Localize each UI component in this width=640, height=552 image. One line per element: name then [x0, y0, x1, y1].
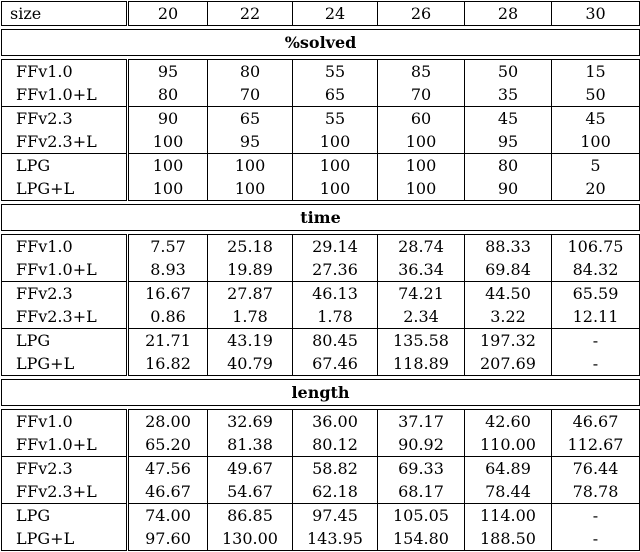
value-cell: 80 — [208, 60, 293, 84]
value-cell: 100 — [293, 130, 378, 154]
value-cell: 27.36 — [293, 258, 378, 282]
value-cell: 40.79 — [208, 352, 293, 376]
row-label: FFv2.3 — [2, 107, 128, 131]
row-label: LPG — [2, 154, 128, 178]
table-row — [2, 235, 640, 259]
value-cell: 100 — [128, 130, 208, 154]
table-row — [2, 107, 640, 131]
row-label: FFv1.0+L — [2, 258, 128, 282]
section-title: time — [2, 205, 640, 231]
value-cell: 70 — [208, 83, 293, 107]
value-cell: 8.93 — [128, 258, 208, 282]
value-cell: 86.85 — [208, 504, 293, 528]
value-cell: 0.86 — [128, 305, 208, 329]
value-cell: 28.00 — [128, 410, 208, 434]
value-cell: 74.00 — [128, 504, 208, 528]
header-col-22: 22 — [208, 2, 293, 26]
value-cell: 110.00 — [465, 433, 552, 457]
value-cell: 62.18 — [293, 480, 378, 504]
value-cell: 68.17 — [378, 480, 465, 504]
value-cell: 69.84 — [465, 258, 552, 282]
value-cell: 43.19 — [208, 329, 293, 353]
value-cell: 47.56 — [128, 457, 208, 481]
value-cell: 85 — [378, 60, 465, 84]
row-label: FFv2.3 — [2, 457, 128, 481]
value-cell: 100 — [378, 154, 465, 178]
value-cell: 64.89 — [465, 457, 552, 481]
table-row — [2, 433, 640, 457]
value-cell: 54.67 — [208, 480, 293, 504]
row-label: FFv1.0+L — [2, 433, 128, 457]
row-label: LPG — [2, 329, 128, 353]
table-row — [2, 177, 640, 201]
value-cell: 100 — [293, 154, 378, 178]
value-cell: 28.74 — [378, 235, 465, 259]
value-cell: 118.89 — [378, 352, 465, 376]
value-cell: 44.50 — [465, 282, 552, 306]
row-label: FFv2.3+L — [2, 130, 128, 154]
value-cell: 20 — [552, 177, 640, 201]
row-label: FFv1.0 — [2, 410, 128, 434]
value-cell: 55 — [293, 60, 378, 84]
value-cell: 32.69 — [208, 410, 293, 434]
table-row — [2, 504, 640, 528]
value-cell: 50 — [552, 83, 640, 107]
row-label: FFv2.3+L — [2, 305, 128, 329]
value-cell: 188.50 — [465, 527, 552, 551]
value-cell: 15 — [552, 60, 640, 84]
value-cell: 106.75 — [552, 235, 640, 259]
value-cell: 27.87 — [208, 282, 293, 306]
value-cell: 5 — [552, 154, 640, 178]
row-label: LPG+L — [2, 527, 128, 551]
value-cell: 100 — [552, 130, 640, 154]
value-cell: 100 — [293, 177, 378, 201]
value-cell: 100 — [378, 130, 465, 154]
value-cell: 50 — [465, 60, 552, 84]
table-row — [2, 329, 640, 353]
value-cell: 70 — [378, 83, 465, 107]
value-cell: 2.34 — [378, 305, 465, 329]
value-cell: 100 — [378, 177, 465, 201]
value-cell: 197.32 — [465, 329, 552, 353]
value-cell: 100 — [208, 177, 293, 201]
header-col-30: 30 — [552, 2, 640, 26]
value-cell: 36.34 — [378, 258, 465, 282]
value-cell: 65 — [208, 107, 293, 131]
header-col-26: 26 — [378, 2, 465, 26]
section-title-row — [2, 205, 640, 231]
value-cell: - — [552, 527, 640, 551]
value-cell: 154.80 — [378, 527, 465, 551]
header-row — [2, 2, 640, 26]
table-row — [2, 527, 640, 551]
value-cell: 25.18 — [208, 235, 293, 259]
value-cell: 60 — [378, 107, 465, 131]
value-cell: 207.69 — [465, 352, 552, 376]
value-cell: 76.44 — [552, 457, 640, 481]
row-label: LPG+L — [2, 177, 128, 201]
header-col-28: 28 — [465, 2, 552, 26]
value-cell: 67.46 — [293, 352, 378, 376]
value-cell: 81.38 — [208, 433, 293, 457]
value-cell: - — [552, 504, 640, 528]
row-label: LPG+L — [2, 352, 128, 376]
table-row — [2, 410, 640, 434]
value-cell: 95 — [208, 130, 293, 154]
value-cell: 37.17 — [378, 410, 465, 434]
table-row — [2, 60, 640, 84]
section-title-row — [2, 380, 640, 406]
row-label: FFv1.0+L — [2, 83, 128, 107]
value-cell: 74.21 — [378, 282, 465, 306]
table-row — [2, 352, 640, 376]
value-cell: 95 — [128, 60, 208, 84]
results-table — [1, 1, 640, 551]
value-cell: 35 — [465, 83, 552, 107]
value-cell: - — [552, 329, 640, 353]
value-cell: 84.32 — [552, 258, 640, 282]
value-cell: 100 — [128, 154, 208, 178]
value-cell: 1.78 — [293, 305, 378, 329]
value-cell: 90.92 — [378, 433, 465, 457]
row-label: LPG — [2, 504, 128, 528]
row-label: FFv1.0 — [2, 60, 128, 84]
value-cell: 45 — [465, 107, 552, 131]
value-cell: 45 — [552, 107, 640, 131]
value-cell: 97.45 — [293, 504, 378, 528]
section-title: length — [2, 380, 640, 406]
value-cell: 112.67 — [552, 433, 640, 457]
value-cell: 19.89 — [208, 258, 293, 282]
section-title: %solved — [2, 30, 640, 56]
value-cell: 78.44 — [465, 480, 552, 504]
table-row — [2, 258, 640, 282]
value-cell: 100 — [128, 177, 208, 201]
value-cell: 42.60 — [465, 410, 552, 434]
value-cell: 80 — [128, 83, 208, 107]
header-col-20: 20 — [128, 2, 208, 26]
value-cell: 12.11 — [552, 305, 640, 329]
value-cell: 135.58 — [378, 329, 465, 353]
value-cell: 46.13 — [293, 282, 378, 306]
value-cell: 1.78 — [208, 305, 293, 329]
section-title-row — [2, 30, 640, 56]
value-cell: 46.67 — [552, 410, 640, 434]
table-row — [2, 457, 640, 481]
table-row — [2, 130, 640, 154]
value-cell: 105.05 — [378, 504, 465, 528]
header-size-label: size — [2, 2, 128, 26]
value-cell: 143.95 — [293, 527, 378, 551]
value-cell: 36.00 — [293, 410, 378, 434]
row-label: FFv1.0 — [2, 235, 128, 259]
value-cell: 29.14 — [293, 235, 378, 259]
value-cell: 21.71 — [128, 329, 208, 353]
value-cell: 65.20 — [128, 433, 208, 457]
value-cell: 80.45 — [293, 329, 378, 353]
value-cell: 88.33 — [465, 235, 552, 259]
value-cell: 114.00 — [465, 504, 552, 528]
table-row — [2, 154, 640, 178]
row-label: FFv2.3 — [2, 282, 128, 306]
value-cell: 90 — [128, 107, 208, 131]
value-cell: 55 — [293, 107, 378, 131]
value-cell: 90 — [465, 177, 552, 201]
header-col-24: 24 — [293, 2, 378, 26]
value-cell: 95 — [465, 130, 552, 154]
table-row — [2, 282, 640, 306]
row-label: FFv2.3+L — [2, 480, 128, 504]
value-cell: 3.22 — [465, 305, 552, 329]
value-cell: 65 — [293, 83, 378, 107]
value-cell: 80 — [465, 154, 552, 178]
value-cell: - — [552, 352, 640, 376]
value-cell: 130.00 — [208, 527, 293, 551]
value-cell: 49.67 — [208, 457, 293, 481]
value-cell: 97.60 — [128, 527, 208, 551]
value-cell: 78.78 — [552, 480, 640, 504]
value-cell: 46.67 — [128, 480, 208, 504]
value-cell: 58.82 — [293, 457, 378, 481]
table-row — [2, 480, 640, 504]
value-cell: 7.57 — [128, 235, 208, 259]
value-cell: 100 — [208, 154, 293, 178]
value-cell: 16.82 — [128, 352, 208, 376]
table-row — [2, 305, 640, 329]
value-cell: 65.59 — [552, 282, 640, 306]
value-cell: 69.33 — [378, 457, 465, 481]
value-cell: 16.67 — [128, 282, 208, 306]
table-row — [2, 83, 640, 107]
value-cell: 80.12 — [293, 433, 378, 457]
